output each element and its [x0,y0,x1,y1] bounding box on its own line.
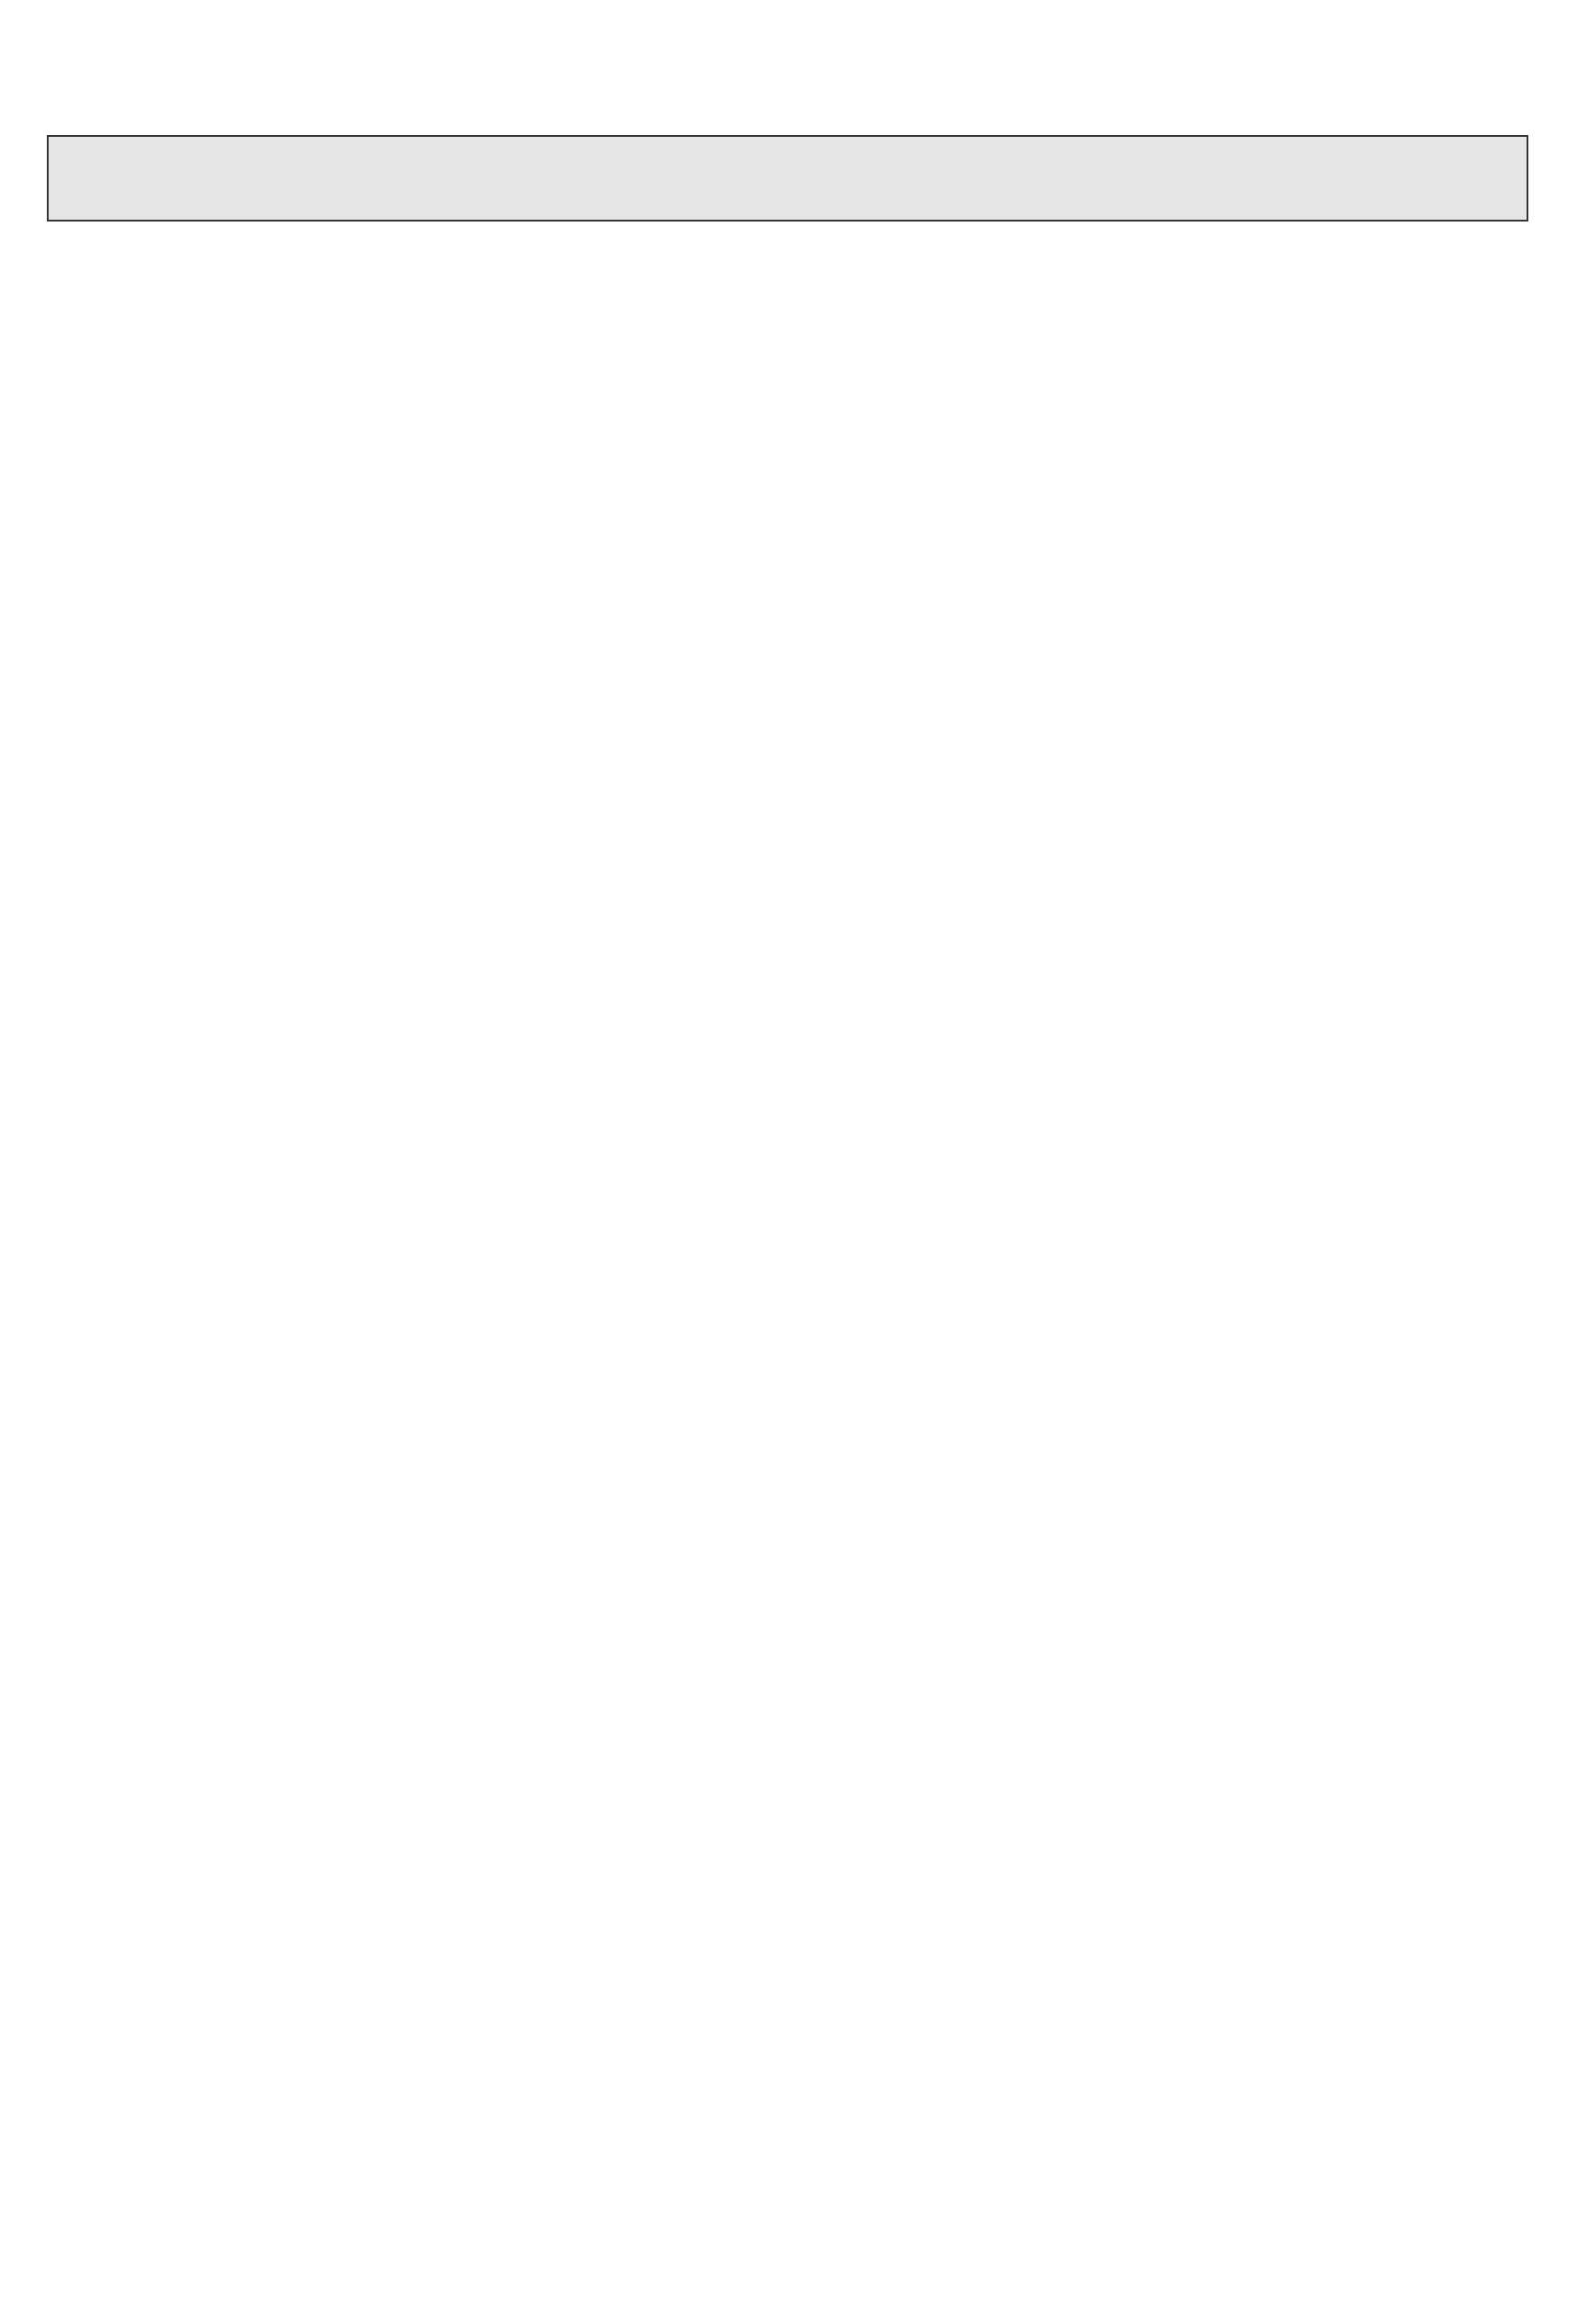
stat-table [0,977,1586,1656]
summary-box [47,135,1528,222]
stacked-area-chart [793,1801,1540,2309]
stacked-bar-chart [50,1801,770,2309]
